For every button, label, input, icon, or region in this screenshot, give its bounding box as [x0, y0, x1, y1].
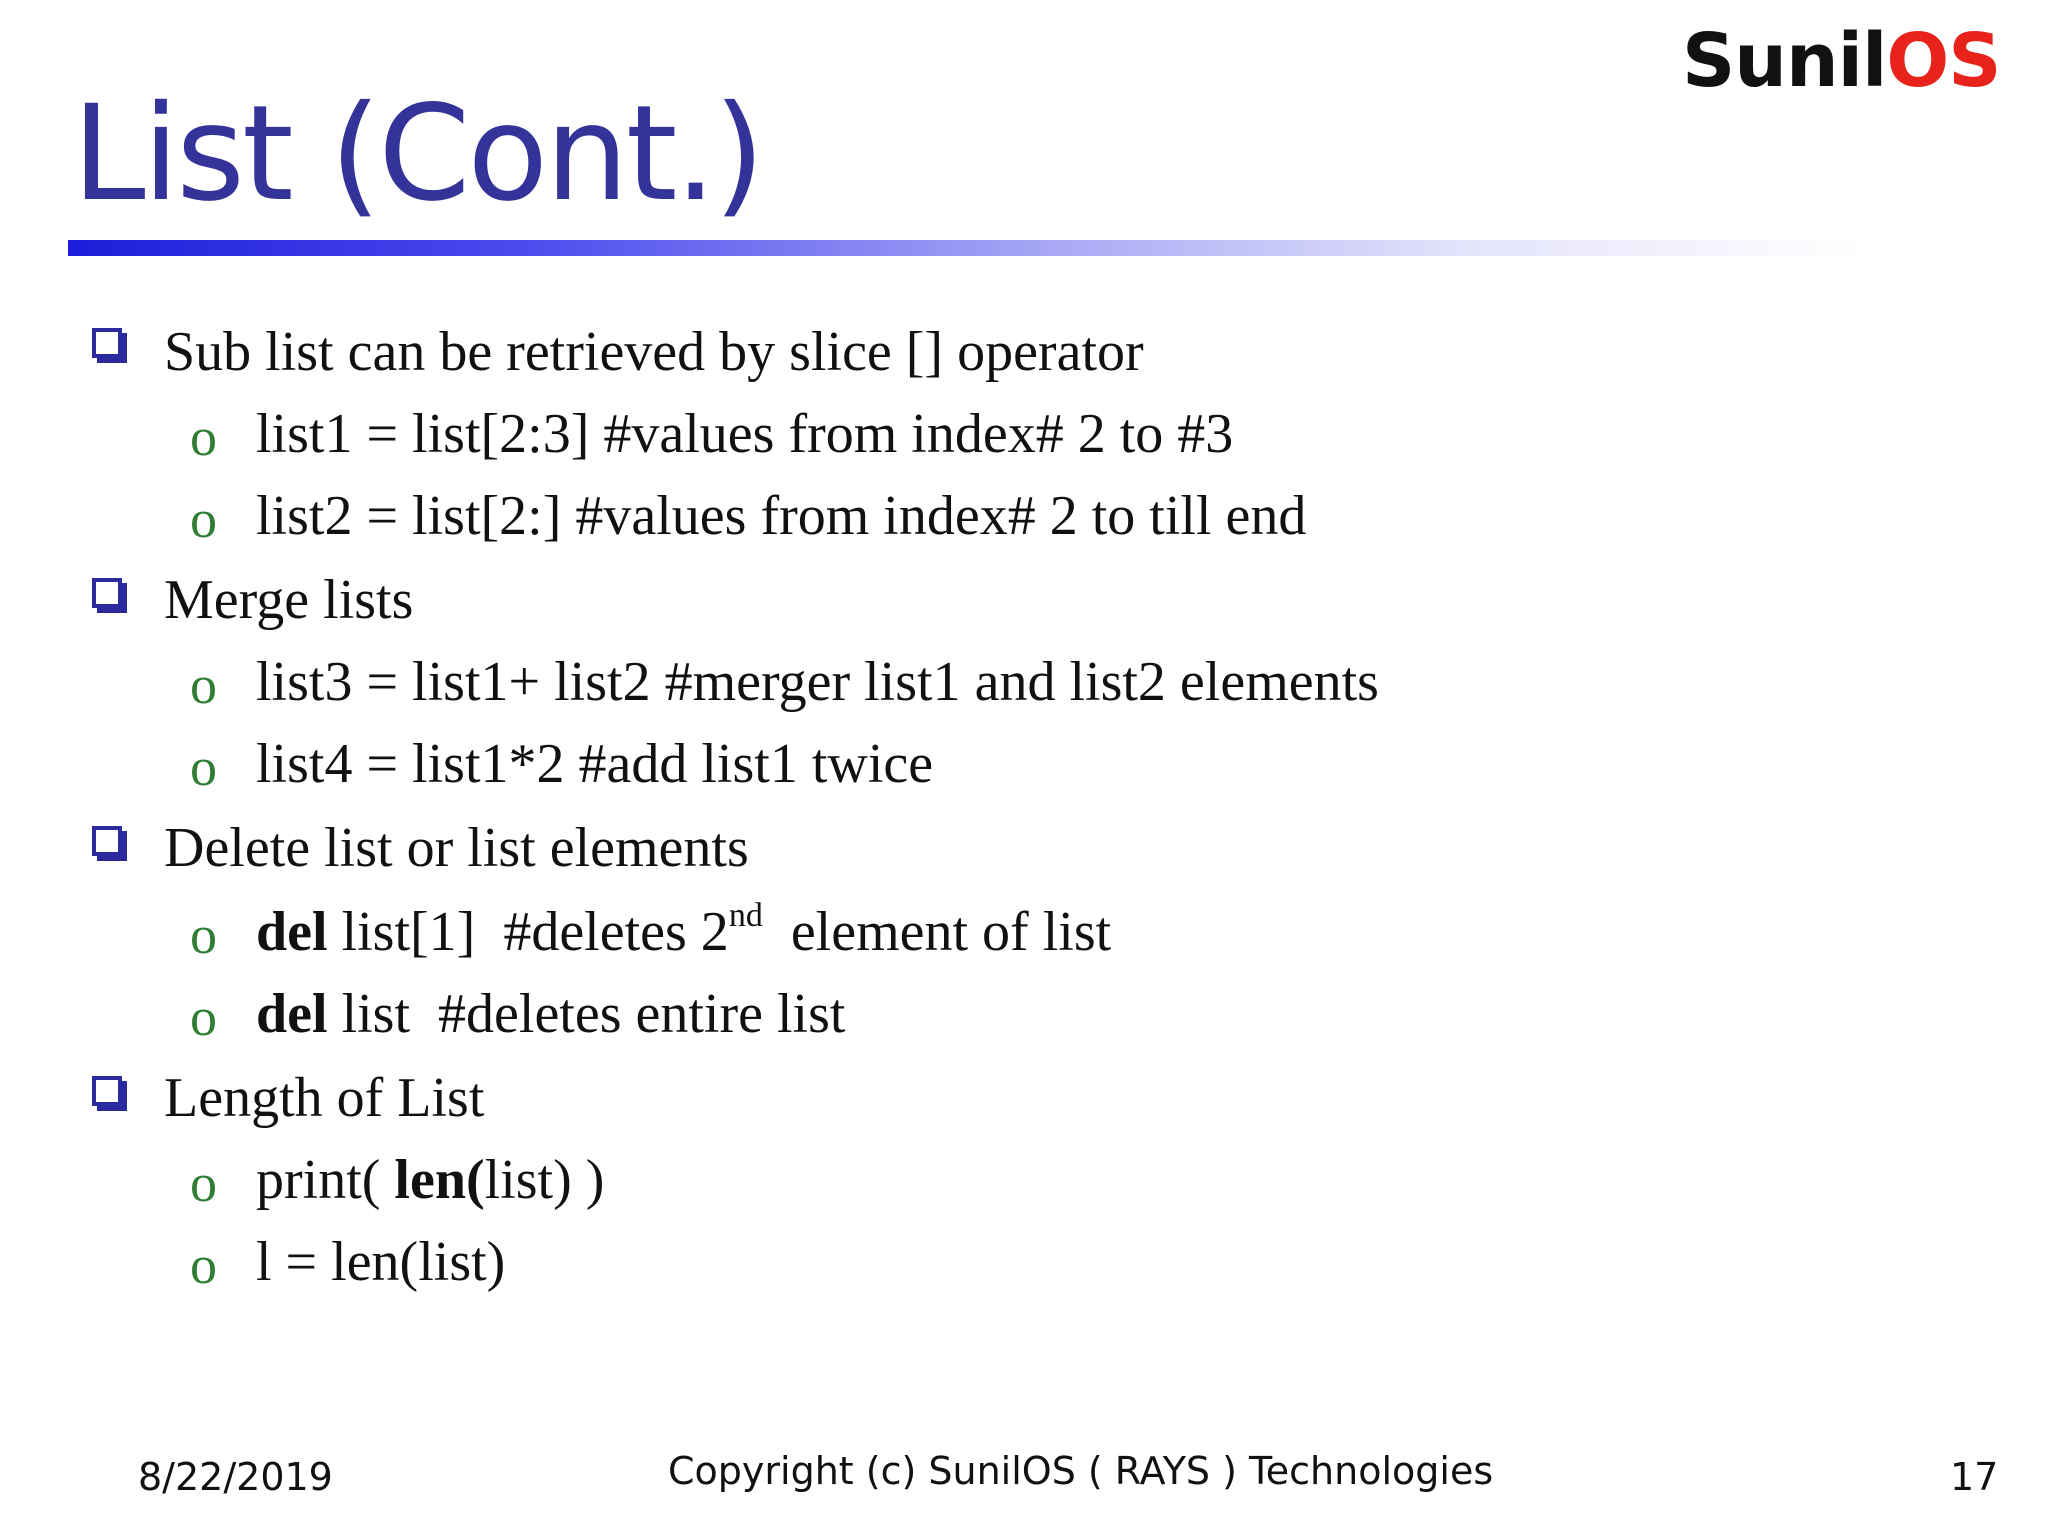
sub-bullet-marker: o	[190, 1153, 217, 1213]
keyword-del: del	[256, 901, 328, 963]
list-item-text: print(	[256, 1149, 395, 1211]
sunilos-logo: SunilOS	[1682, 18, 2001, 104]
list-item: list1 = list[2:3] #values from index# 2 to #3	[256, 403, 1234, 465]
page-number: 17	[1950, 1455, 1999, 1499]
sub-bullet-marker: o	[190, 655, 217, 715]
checkbox-bullet-icon	[92, 328, 122, 358]
section-heading: Sub list can be retrieved by slice [] operator	[164, 321, 1144, 383]
title-underline	[68, 240, 1868, 256]
section-heading: Delete list or list elements	[164, 817, 749, 879]
slide-title: List (Cont.)	[72, 77, 762, 231]
sub-bullet-marker: o	[190, 489, 217, 549]
sub-bullet-marker: o	[190, 407, 217, 467]
list-item: l = len(list)	[256, 1231, 506, 1293]
list-item	[256, 1149, 605, 1211]
list-item-text: list) )	[484, 1149, 605, 1211]
checkbox-bullet-icon	[92, 826, 122, 856]
footer-date: 8/22/2019	[138, 1455, 333, 1499]
sub-bullet-marker: o	[190, 987, 217, 1047]
list-item	[256, 983, 846, 1045]
checkbox-bullet-icon	[92, 1076, 122, 1106]
list-item: list2 = list[2:] #values from index# 2 to till end	[256, 485, 1307, 547]
sub-bullet-marker: o	[190, 1235, 217, 1295]
footer-copyright: Copyright (c) SunilOS ( RAYS ) Technologies	[668, 1449, 1494, 1493]
sub-bullet-marker: o	[190, 737, 217, 797]
section-heading: Merge lists	[164, 569, 414, 631]
list-item	[256, 897, 1112, 963]
ordinal-suffix: nd	[728, 897, 763, 934]
section-heading: Length of List	[164, 1067, 485, 1129]
list-item: list3 = list1+ list2 #merger list1 and list2 elements	[256, 651, 1379, 713]
sub-bullet-marker: o	[190, 905, 217, 965]
list-item-text: list #deletes entire list	[327, 983, 846, 1045]
keyword-del: del	[256, 983, 328, 1045]
list-item-text: list[1] #deletes 2	[327, 901, 729, 963]
keyword-len: len(	[394, 1149, 485, 1211]
list-item: list4 = list1*2 #add list1 twice	[256, 733, 934, 795]
list-item-text: element of list	[762, 901, 1112, 963]
checkbox-bullet-icon	[92, 578, 122, 608]
